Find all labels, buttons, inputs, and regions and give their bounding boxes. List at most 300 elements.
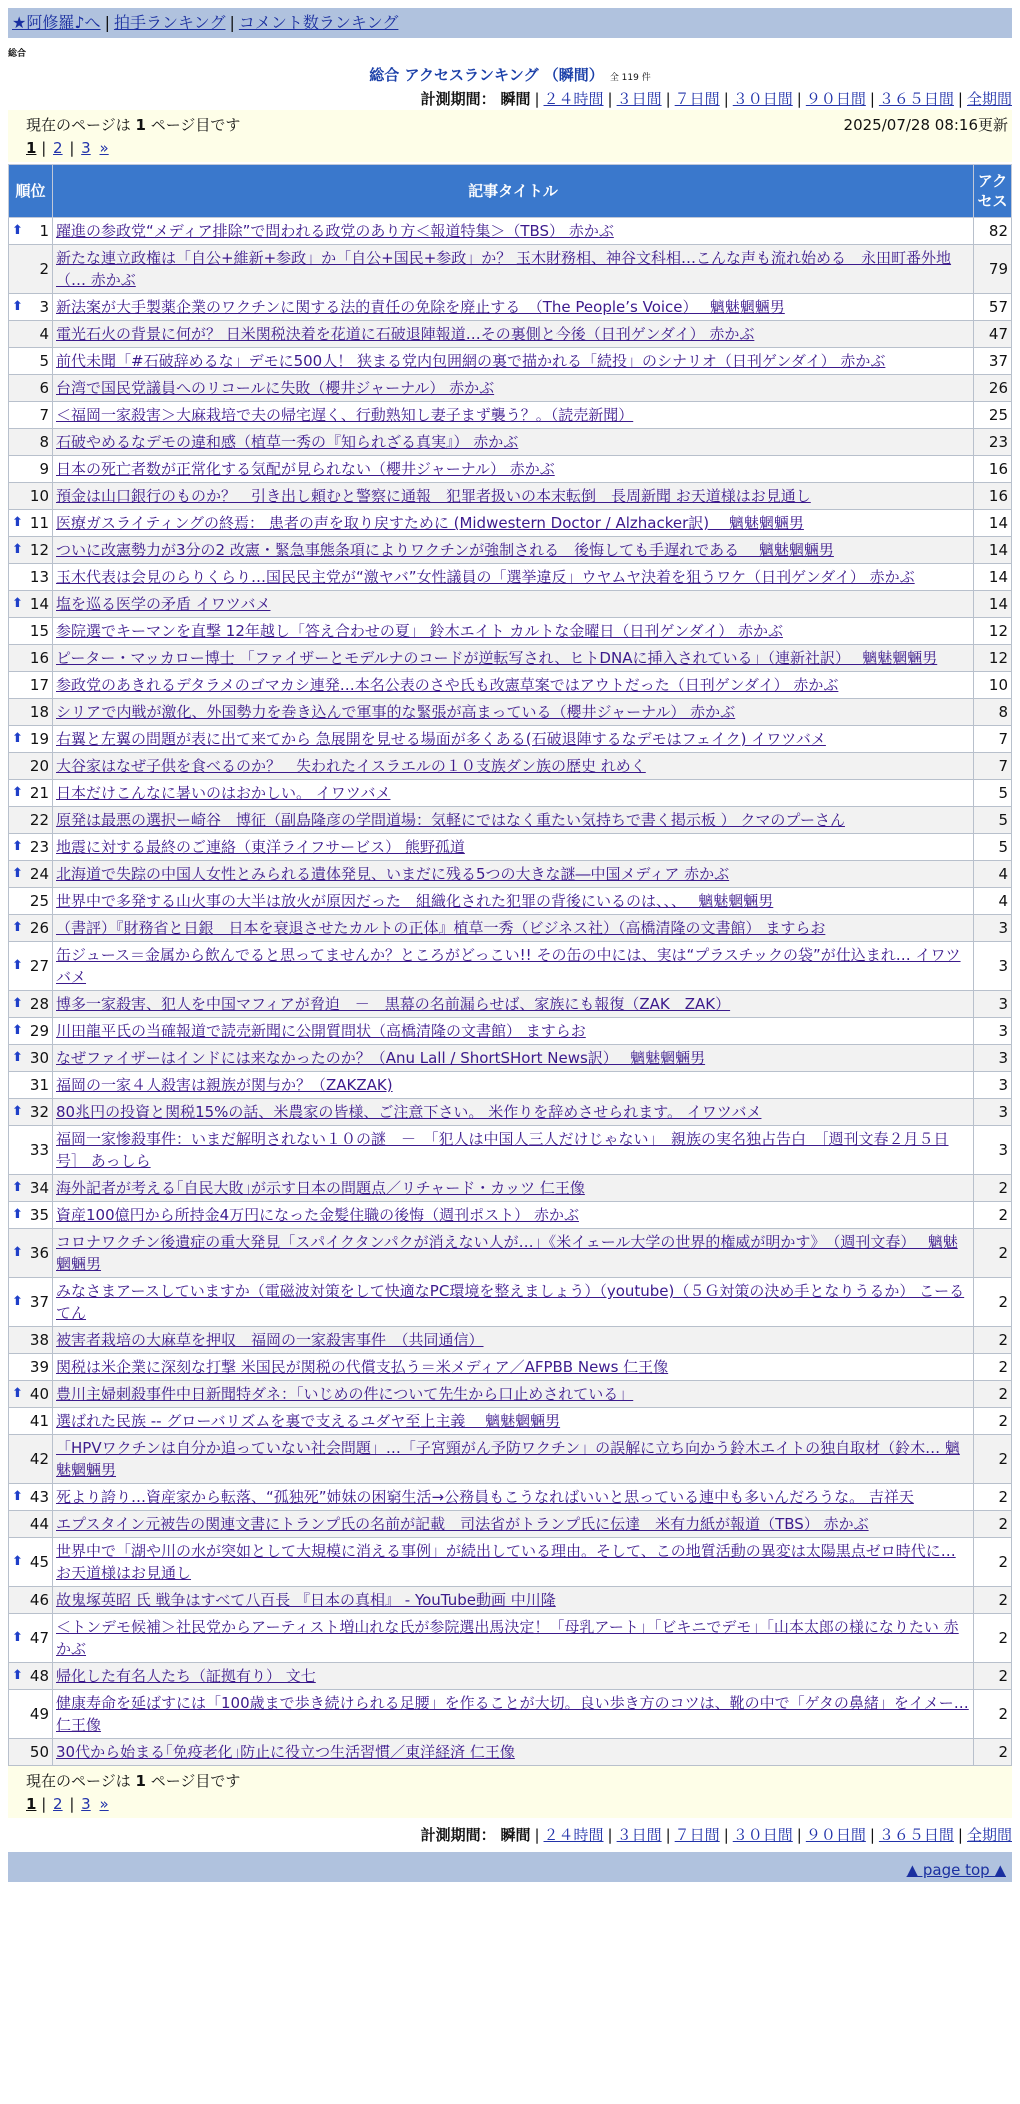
access-count: 14: [974, 591, 1012, 618]
rank-cell: [9, 1099, 53, 1126]
article-link[interactable]: 日本だけこんなに暑いのはおかしい。 イワツバメ: [56, 784, 391, 802]
separator: |: [229, 13, 235, 32]
period-all[interactable]: 全期間: [966, 90, 1012, 108]
article-link[interactable]: 前代未聞「#石破辞めるな」デモに500人！ 狭まる党内包囲網の裏で描かれる「続投」のシナリオ（日刊ゲンダイ） 赤かぶ: [56, 352, 886, 370]
rank-number: 39: [29, 1358, 49, 1376]
title-cell: [53, 726, 974, 753]
article-link[interactable]: 参政党のあきれるデタラメのゴマカシ連発…本名公表のさや氏も改憲草案ではアウトだった（日刊ゲンダイ） 赤かぶ: [56, 676, 839, 694]
article-link[interactable]: 海外記者が考える｢自民大敗｣が示す日本の問題点／リチャード・カッツ 仁王像: [56, 1179, 585, 1197]
page-link-3[interactable]: 3: [81, 1795, 91, 1813]
page-top-link[interactable]: ▲ page top ▲: [906, 1861, 1006, 1879]
rank-cell: [9, 537, 53, 564]
rank-cell: [9, 1354, 53, 1381]
rank-number: 43: [29, 1488, 49, 1506]
rank-cell: [9, 1538, 53, 1587]
page-link-2[interactable]: 2: [53, 139, 63, 157]
rank-cell: [9, 861, 53, 888]
title-cell: [53, 1072, 974, 1099]
rank-cell: [9, 1690, 53, 1739]
rank-number: 9: [39, 460, 49, 478]
table-row: [9, 564, 1012, 591]
period-90d[interactable]: ９０日間: [805, 90, 866, 108]
article-link[interactable]: （書評）『財務省と日銀 日本を衰退させたカルトの正体』植草一秀（ビジネス社）（高橋清隆の文書館） ますらお: [56, 919, 826, 937]
rank-cell: [9, 1018, 53, 1045]
article-link[interactable]: 預金は山口銀行のものか？ 引き出し頼むと警察に通報 犯罪者扱いの本末転倒 長周新聞 お天道様はお見通し: [56, 487, 811, 505]
access-count: 10: [974, 672, 1012, 699]
rank-number: 23: [29, 838, 49, 856]
table-row: [9, 1614, 1012, 1663]
article-link[interactable]: ピーター・マッカロー博士 「ファイザーとモデルナのコードが逆転写され、ヒトDNAに挿入されている」（連新社訳） 魑魅魍魎男: [56, 649, 938, 667]
table-row: [9, 1018, 1012, 1045]
rank-cell: [9, 618, 53, 645]
article-link[interactable]: 躍進の参政党“メディア排除”で問われる政党のあり方＜報道特集＞（TBS） 赤かぶ: [56, 222, 614, 240]
link-clap-ranking[interactable]: 拍手ランキング: [113, 13, 226, 32]
period-3d[interactable]: ３日間: [616, 1826, 662, 1844]
article-link[interactable]: 大谷家はなぜ子供を食べるのか？ 失われたイスラエルの１０支族ダン族の歴史 れめく: [56, 757, 646, 775]
access-count: 8: [974, 699, 1012, 726]
article-link[interactable]: ＜福岡一家殺害＞大麻栽培で夫の帰宅遅く、行動熟知し妻子まず襲う？。（読売新聞）: [56, 406, 634, 424]
rank-cell: [9, 1408, 53, 1435]
access-count: 23: [974, 429, 1012, 456]
rank-cell: [9, 1327, 53, 1354]
rank-number: 19: [29, 730, 49, 748]
period-selector-bottom: 計測期間： 瞬間 | ２４時間 | ３日間 | ７日間 | ３０日間 | ９０日間 | ３６５日間 | 全期間: [420, 1826, 1012, 1844]
access-count: 14: [974, 564, 1012, 591]
table-row: [9, 1278, 1012, 1327]
article-link[interactable]: 日本の死亡者数が正常化する気配が見られない（櫻井ジャーナル） 赤かぶ: [56, 460, 555, 478]
access-count: 4: [974, 861, 1012, 888]
access-count: 5: [974, 807, 1012, 834]
table-header: [9, 165, 1012, 218]
article-link[interactable]: 福岡一家惨殺事件：いまだ解明されない１０の謎 － 「犯人は中国人三人だけじゃない」 親族の実名独占告白 ［週刊文春２月５日号］ あっしら: [56, 1130, 949, 1170]
title-cell: [53, 510, 974, 537]
rank-cell: [9, 1202, 53, 1229]
rank-number: 30: [29, 1049, 49, 1067]
access-count: 3: [974, 1018, 1012, 1045]
table-row: [9, 672, 1012, 699]
title-cell: [53, 1202, 974, 1229]
rank-cell: [9, 1587, 53, 1614]
title-cell: [53, 1018, 974, 1045]
period-365d[interactable]: ３６５日間: [878, 90, 954, 108]
rank-number: 21: [29, 784, 49, 802]
rank-up-arrow-icon: ⬆: [12, 1245, 23, 1260]
article-link[interactable]: 石破やめるなデモの違和感（植草一秀の『知られざる真実』） 赤かぶ: [56, 433, 519, 451]
rank-number: 14: [29, 595, 49, 613]
footer-bar: [8, 1852, 1012, 1882]
ranking-table: [8, 164, 1012, 1766]
rank-up-arrow-icon: ⬆: [12, 299, 23, 314]
table-row: [9, 1354, 1012, 1381]
rank-cell: [9, 942, 53, 991]
rank-number: 4: [39, 325, 49, 343]
title-cell: [53, 861, 974, 888]
article-link[interactable]: 世界中で「湖や川の水が突如として大規模に消える事例」が続出している理由。そして、この地質活動の異変は太陽黒点ゼロ時代に… お天道様はお見通し: [56, 1542, 956, 1582]
title-cell: [53, 1126, 974, 1175]
title-cell: [53, 942, 974, 991]
rank-up-arrow-icon: ⬆: [12, 1554, 23, 1569]
rank-cell: [9, 1175, 53, 1202]
title-cell: [53, 1587, 974, 1614]
title-cell: [53, 1278, 974, 1327]
article-link[interactable]: 関税は米企業に深刻な打撃 米国民が関税の代償支払う＝米メディア／AFPBB News 仁王像: [56, 1358, 669, 1376]
rank-number: 24: [29, 865, 49, 883]
access-count: 25: [974, 402, 1012, 429]
rank-cell: [9, 753, 53, 780]
rank-up-arrow-icon: ⬆: [12, 996, 23, 1011]
title-cell: [53, 294, 974, 321]
rank-number: 20: [29, 757, 49, 775]
table-row: [9, 429, 1012, 456]
table-row: [9, 294, 1012, 321]
table-row: [9, 780, 1012, 807]
access-count: 16: [974, 483, 1012, 510]
access-count: 2: [974, 1663, 1012, 1690]
pagination: 1 | 2 | 3 »: [26, 139, 109, 157]
table-row: [9, 537, 1012, 564]
table-row: [9, 942, 1012, 991]
rank-cell: [9, 888, 53, 915]
rank-cell: [9, 294, 53, 321]
article-link[interactable]: 新たな連立政権は「自公+維新+参政」か「自公+国民+参政」か？ 玉木財務相、神谷文科相…こんな声も流れ始める 永田町番外地（… 赤かぶ: [56, 249, 952, 289]
title-cell: [53, 402, 974, 429]
access-count: 2: [974, 1690, 1012, 1739]
rank-number: 45: [29, 1553, 49, 1571]
title-cell: [53, 991, 974, 1018]
rank-cell: [9, 807, 53, 834]
rank-number: 6: [39, 379, 49, 397]
access-count: 3: [974, 915, 1012, 942]
rank-cell: [9, 1435, 53, 1484]
access-count: 2: [974, 1614, 1012, 1663]
header-title: 記事タイトル: [53, 165, 974, 218]
period-24h[interactable]: ２４時間: [543, 1826, 604, 1844]
access-count: 3: [974, 1099, 1012, 1126]
access-count: 3: [974, 991, 1012, 1018]
rank-up-arrow-icon: ⬆: [12, 542, 23, 557]
title-cell: [53, 1614, 974, 1663]
access-count: 2: [974, 1202, 1012, 1229]
rank-number: 50: [29, 1743, 49, 1761]
title-cell: [53, 1099, 974, 1126]
rank-up-arrow-icon: ⬆: [12, 1294, 23, 1309]
article-link[interactable]: ＜トンデモ候補＞社民党からアーティスト増山れな氏が参院選出馬決定！「母乳アート」「ビキニでデモ」「山本太郎の様になりたい 赤かぶ: [56, 1618, 959, 1658]
access-count: 4: [974, 888, 1012, 915]
access-count: 2: [974, 1327, 1012, 1354]
table-row: [9, 991, 1012, 1018]
period-label: 計測期間：: [420, 90, 496, 108]
rank-up-arrow-icon: ⬆: [12, 920, 23, 935]
rank-number: 17: [29, 676, 49, 694]
article-link[interactable]: 豊川主婦刺殺事件中日新聞特ダネ：「いじめの件について先生から口止めされている」: [56, 1385, 634, 1403]
article-link[interactable]: シリアで内戦が激化、外国勢力を巻き込んで軍事的な緊張が高まっている（櫻井ジャーナル） 赤かぶ: [56, 703, 736, 721]
rank-number: 33: [29, 1141, 49, 1159]
title-cell: [53, 537, 974, 564]
rank-up-arrow-icon: ⬆: [12, 1180, 23, 1195]
article-link[interactable]: 死より誇り…資産家から転落、“孤独死”姉妹の困窮生活→公務員もこうなればいいと思っている連中も多いんだろうな。 吉祥天: [56, 1488, 914, 1506]
title-cell: [53, 780, 974, 807]
article-link[interactable]: 塩を巡る医学の矛盾 イワツバメ: [56, 595, 271, 613]
rank-number: 13: [29, 568, 49, 586]
period-24h[interactable]: ２４時間: [543, 90, 604, 108]
rank-up-arrow-icon: ⬆: [12, 1668, 23, 1683]
table-row: [9, 861, 1012, 888]
article-link[interactable]: 80兆円の投資と関税15%の話、米農家の皆様、ご注意下さい。 米作りを辞めさせられます。 イワツバメ: [56, 1103, 762, 1121]
title-cell: [53, 699, 974, 726]
rank-cell: [9, 699, 53, 726]
article-link[interactable]: 被害者栽培の大麻草を押収 福岡の一家殺害事件 （共同通信）: [56, 1331, 484, 1349]
access-count: 2: [974, 1435, 1012, 1484]
table-row: [9, 888, 1012, 915]
article-link[interactable]: 医療ガスライティングの終焉： 患者の声を取り戻すために (Midwestern Doctor / Alzhacker訳) 魑魅魍魎男: [56, 514, 804, 532]
rank-number: 46: [29, 1591, 49, 1609]
link-asyura-home[interactable]: ★阿修羅♪へ: [12, 13, 101, 32]
access-count: 57: [974, 294, 1012, 321]
title-cell: [53, 1663, 974, 1690]
table-row: [9, 726, 1012, 753]
title-cell: [53, 1327, 974, 1354]
table-row: [9, 591, 1012, 618]
table-row: [9, 807, 1012, 834]
access-count: 47: [974, 321, 1012, 348]
rank-up-arrow-icon: ⬆: [12, 1630, 23, 1645]
title-cell: [53, 1690, 974, 1739]
article-link[interactable]: 30代から始まる｢免疫老化｣防止に役立つ生活習慣／東洋経済 仁王像: [56, 1743, 515, 1761]
article-link[interactable]: 右翼と左翼の問題が表に出て来てから 急展開を見せる場面が多くある(石破退陣するなデモはフェイク) イワツバメ: [56, 730, 826, 748]
title-cell: [53, 591, 974, 618]
article-link[interactable]: 健康寿命を延ばすには「100歳まで歩き続けられる足腰」を作ることが大切。良い歩き方のコツは、靴の中で「ゲタの鼻緒」をイメー… 仁王像: [56, 1694, 969, 1734]
article-link[interactable]: 博多一家殺害、犯人を中国マフィアが脅迫 － 黒幕の名前漏らせば、家族にも報復（ZAK ZAK）: [56, 995, 731, 1013]
table-row: [9, 348, 1012, 375]
article-link[interactable]: 資産100億円から所持金4万円になった金髪住職の後悔（週刊ポスト） 赤かぶ: [56, 1206, 579, 1224]
table-row: [9, 1175, 1012, 1202]
rank-cell: [9, 1072, 53, 1099]
rank-number: 44: [29, 1515, 49, 1533]
article-link[interactable]: 地震に対する最終のご連絡（東洋ライフサービス） 熊野孤道: [56, 838, 465, 856]
table-row: [9, 245, 1012, 294]
table-row: [9, 1511, 1012, 1538]
page-next[interactable]: »: [99, 1795, 109, 1813]
title-cell: [53, 618, 974, 645]
table-row: [9, 1587, 1012, 1614]
page-link-3[interactable]: 3: [81, 139, 91, 157]
period-current: 瞬間: [500, 90, 531, 108]
rank-cell: [9, 1278, 53, 1327]
table-row: [9, 1202, 1012, 1229]
rank-number: 48: [29, 1667, 49, 1685]
rank-up-arrow-icon: ⬆: [12, 1207, 23, 1222]
rank-up-arrow-icon: ⬆: [12, 223, 23, 238]
table-row: [9, 483, 1012, 510]
period-30d[interactable]: ３０日間: [732, 1826, 793, 1844]
rank-number: 29: [29, 1022, 49, 1040]
rank-cell: [9, 1045, 53, 1072]
rank-number: 16: [29, 649, 49, 667]
period-30d[interactable]: ３０日間: [732, 90, 793, 108]
access-count: 2: [974, 1739, 1012, 1766]
title-cell: [53, 429, 974, 456]
rank-cell: [9, 1511, 53, 1538]
rank-number: 5: [39, 352, 49, 370]
rank-number: 32: [29, 1103, 49, 1121]
pager-bottom: [8, 1766, 1012, 1818]
access-count: 5: [974, 834, 1012, 861]
article-link[interactable]: エプスタイン元被告の関連文書にトランプ氏の名前が記載 司法省がトランプ氏に伝達 米有力紙が報道（TBS） 赤かぶ: [56, 1515, 869, 1533]
rank-number: 12: [29, 541, 49, 559]
access-count: 37: [974, 348, 1012, 375]
access-count: 2: [974, 1538, 1012, 1587]
rank-up-arrow-icon: ⬆: [12, 866, 23, 881]
rank-number: 10: [29, 487, 49, 505]
rank-cell: [9, 780, 53, 807]
rank-up-arrow-icon: ⬆: [12, 515, 23, 530]
rank-number: 35: [29, 1206, 49, 1224]
access-count: 2: [974, 1408, 1012, 1435]
page-link-2[interactable]: 2: [53, 1795, 63, 1813]
rank-cell: [9, 321, 53, 348]
rank-cell: [9, 402, 53, 429]
table-row: [9, 1381, 1012, 1408]
article-link[interactable]: 原発は最悪の選択ー崎谷 博征（副島隆彦の学問道場：気軽にではなく重たい気持ちで書く掲示板 ） クマのプーさん: [56, 811, 845, 829]
rank-up-arrow-icon: ⬆: [12, 1104, 23, 1119]
rank-number: 41: [29, 1412, 49, 1430]
title-cell: [53, 483, 974, 510]
rank-cell: [9, 1126, 53, 1175]
period-7d[interactable]: ７日間: [674, 90, 720, 108]
access-count: 82: [974, 218, 1012, 245]
article-link[interactable]: 川田龍平氏の当確報道で読売新聞に公開質問状（高橋清隆の文書館） ますらお: [56, 1022, 586, 1040]
table-row: [9, 1663, 1012, 1690]
article-link[interactable]: 「HPVワクチンは自分か追っていない社会問題」…「子宮頸がん予防ワクチン」の誤解に立ち向かう鈴木エイトの独自取材（鈴木… 魑魅魍魎男: [56, 1439, 960, 1479]
rank-number: 34: [29, 1179, 49, 1197]
rank-number: 11: [29, 514, 49, 532]
table-row: [9, 834, 1012, 861]
title-cell: [53, 1511, 974, 1538]
rank-number: 18: [29, 703, 49, 721]
title-cell: [53, 915, 974, 942]
rank-cell: [9, 375, 53, 402]
article-link[interactable]: 選ばれた民族 -- グローバリズムを裏で支えるユダヤ至上主義 魑魅魍魎男: [56, 1412, 561, 1430]
period-current: 瞬間: [500, 1826, 531, 1844]
article-link[interactable]: 玉木代表は会見のらりくらり…国民民主党が“激ヤバ”女性議員の「選挙違反」ウヤムヤ決着を狙うワケ（日刊ゲンダイ） 赤かぶ: [56, 568, 915, 586]
period-365d[interactable]: ３６５日間: [878, 1826, 954, 1844]
article-link[interactable]: 帰化した有名人たち（証拠有り） 文七: [56, 1667, 316, 1685]
article-link[interactable]: 北海道で失踪の中国人女性とみられる遺体発見、いまだに残る5つの大きな謎―中国メディア 赤かぶ: [56, 865, 730, 883]
article-link[interactable]: 電光石火の背景に何が？ 日米関税決着を花道に石破退陣報道…その裏側と今後（日刊ゲンダイ） 赤かぶ: [56, 325, 755, 343]
page-next[interactable]: »: [99, 139, 109, 157]
rank-cell: [9, 915, 53, 942]
article-link[interactable]: 参院選でキーマンを直撃 12年越し「答え合わせの夏」 鈴木エイト カルトな金曜日（日刊ゲンダイ） 赤かぶ: [56, 622, 783, 640]
article-link[interactable]: 缶ジュース＝金属から飲んでると思ってませんか？ところがどっこい!! その缶の中には、実は“プラスチックの袋”が仕込まれ… イワツバメ: [56, 946, 961, 986]
rank-up-arrow-icon: ⬆: [12, 596, 23, 611]
rank-cell: [9, 564, 53, 591]
rank-number: 22: [29, 811, 49, 829]
access-count: 2: [974, 1175, 1012, 1202]
rank-cell: [9, 991, 53, 1018]
rank-up-arrow-icon: ⬆: [12, 1023, 23, 1038]
page-status: 現在のページは 1 ページ目です: [26, 116, 241, 134]
title-cell: [53, 1354, 974, 1381]
rank-cell: [9, 348, 53, 375]
rank-cell: [9, 456, 53, 483]
title-cell: [53, 245, 974, 294]
article-link[interactable]: みなさまアースしていますか（電磁波対策をして快適なPC環境を整えましょう）（youtube)（５Ｇ対策の決め手となりうるか） こーるてん: [56, 1282, 965, 1322]
title-cell: [53, 321, 974, 348]
article-link[interactable]: コロナワクチン後遺症の重大発見「スパイクタンパクが消えない人が…」《米イェール大学の世界的権威が明かす》 （週刊文春） 魑魅魍魎男: [56, 1233, 958, 1273]
table-row: [9, 1045, 1012, 1072]
rank-cell: [9, 834, 53, 861]
access-count: 14: [974, 537, 1012, 564]
period-90d[interactable]: ９０日間: [805, 1826, 866, 1844]
table-row: [9, 1690, 1012, 1739]
rank-cell: [9, 245, 53, 294]
pagination: 1 | 2 | 3 »: [26, 1795, 109, 1813]
rank-number: 15: [29, 622, 49, 640]
access-count: 3: [974, 942, 1012, 991]
link-comment-ranking[interactable]: コメント数ランキング: [238, 13, 399, 32]
table-row: [9, 1229, 1012, 1278]
page-current: 1: [26, 139, 37, 157]
top-navigation: [8, 8, 1012, 38]
title-cell: [53, 672, 974, 699]
period-7d[interactable]: ７日間: [674, 1826, 720, 1844]
access-count: 14: [974, 510, 1012, 537]
access-count: 79: [974, 245, 1012, 294]
table-row: [9, 645, 1012, 672]
header-access: アクセス: [974, 165, 1012, 218]
period-all[interactable]: 全期間: [966, 1826, 1012, 1844]
title-cell: [53, 348, 974, 375]
table-row: [9, 321, 1012, 348]
title-cell: [53, 1538, 974, 1587]
rank-number: 25: [29, 892, 49, 910]
article-link[interactable]: 新法案が大手製薬企業のワクチンに関する法的責任の免除を廃止する （The People’s Voice） 魑魅魍魎男: [56, 298, 785, 316]
rank-number: 3: [39, 298, 49, 316]
title-cell: [53, 888, 974, 915]
table-row: [9, 753, 1012, 780]
table-row: [9, 510, 1012, 537]
rank-number: 26: [29, 919, 49, 937]
table-row: [9, 1099, 1012, 1126]
updated-time: 2025/07/28 08:16更新: [843, 116, 1008, 134]
article-link[interactable]: 世界中で多発する山火事の大半は放火が原因だった 組織化された犯罪の背後にいるのは、、、 魑魅魍魎男: [56, 892, 774, 910]
access-count: 2: [974, 1511, 1012, 1538]
title-cell: [53, 834, 974, 861]
access-count: 12: [974, 645, 1012, 672]
title-cell: [53, 753, 974, 780]
access-count: 26: [974, 375, 1012, 402]
table-row: [9, 1327, 1012, 1354]
article-link[interactable]: 故鬼塚英昭 氏 戦争はすべて八百長 『日本の真相』 - YouTube動画 中川隆: [56, 1591, 556, 1609]
article-link[interactable]: ついに改憲勢力が3分の2 改憲・緊急事態条項によりワクチンが強制される 後悔しても手遅れである 魑魅魍魎男: [56, 541, 834, 559]
table-row: [9, 218, 1012, 245]
rank-cell: [9, 1739, 53, 1766]
period-3d[interactable]: ３日間: [616, 90, 662, 108]
title-cell: [53, 564, 974, 591]
rank-number: 36: [29, 1244, 49, 1262]
page-status: 現在のページは 1 ページ目です: [26, 1772, 241, 1790]
article-link[interactable]: 福岡の一家４人殺害は親族が関与か？（ZAKZAK): [56, 1076, 393, 1094]
rank-cell: [9, 1663, 53, 1690]
page-current: 1: [26, 1795, 37, 1813]
table-row: [9, 1408, 1012, 1435]
rank-cell: [9, 1229, 53, 1278]
period-label: 計測期間：: [420, 1826, 496, 1844]
article-link[interactable]: 台湾で国民党議員へのリコールに失敗（櫻井ジャーナル） 赤かぶ: [56, 379, 495, 397]
rank-cell: [9, 510, 53, 537]
article-link[interactable]: なぜファイザーはインドには来なかったのか？（Anu Lall / ShortSHort News訳） 魑魅魍魎男: [56, 1049, 706, 1067]
rank-up-arrow-icon: ⬆: [12, 839, 23, 854]
